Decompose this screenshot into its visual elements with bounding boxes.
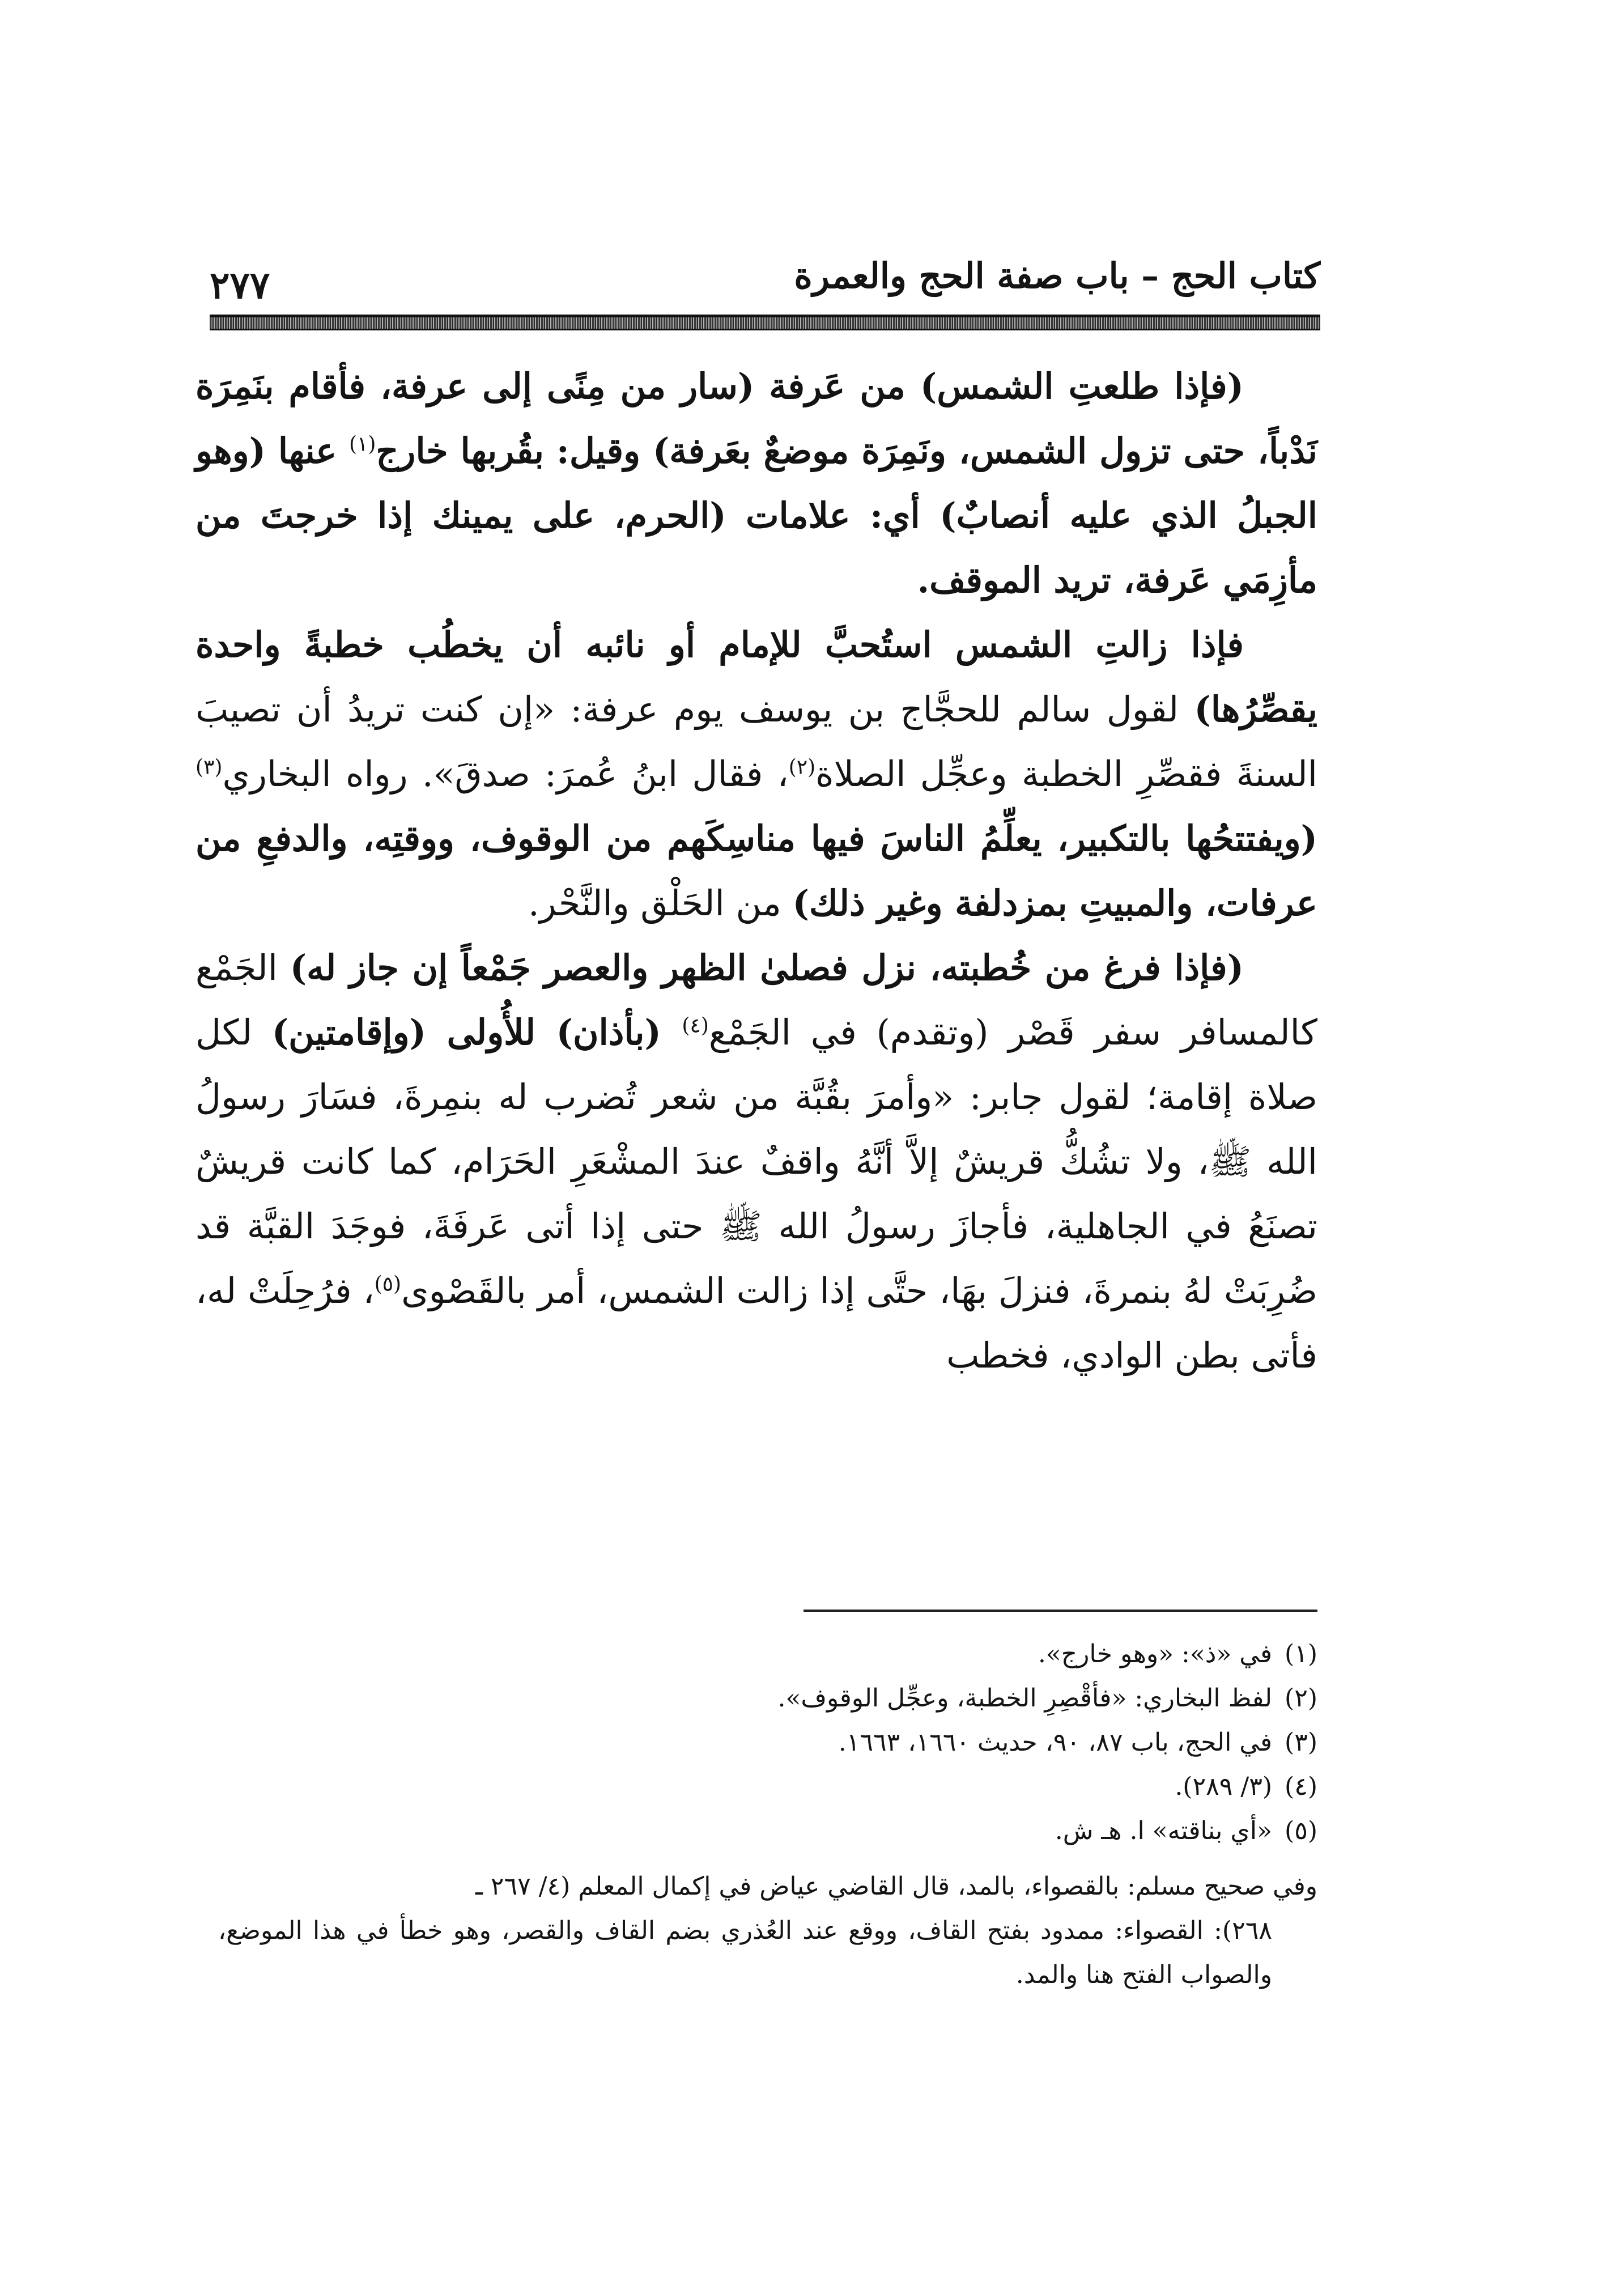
matn-text: فإذا زالتِ الشمس استُحبَّ للإمام أو نائبه أن يخطُب خطبةً واحدة يقصِّرُها) [195,624,1318,730]
matn-text: (ويفتتحُها بالتكبير، يعلِّمُ الناسَ فيها مناسِكَهم من الوقوف، ووقتِه، والدفعِ من عرفات، والمبيتِ بمزدلفة وغير ذلك) [195,818,1317,924]
footnote-ref-4: (٤) [682,1014,709,1038]
sharh-text: ، فرُحِلَتْ له، فأتى بطن الوادي، فخطب [195,1270,1317,1376]
sharh-text: الجَمْع كالمسافر سفر قَصْر (وتقدم) في الجَمْع [195,947,1317,1053]
footnote-text: «أي بناقته» ا. هـ ش. [1055,1816,1272,1845]
footnote-4 [195,1765,1317,1809]
footnote-5 [195,1809,1317,1853]
footnote-number: (٥) [1285,1816,1317,1845]
paragraph-1 [195,354,1317,613]
footnote-note-line-2: ٢٦٨): القصواء: ممدود بفتح القاف، ووقع عند العُذري بضم القاف والقصر، وهو خطأ في هذا الموضع، والصواب الفتح هنا والمد. [218,1916,1272,1989]
footnote-ref-5: (٥) [374,1272,402,1296]
footnote-2 [195,1676,1317,1721]
footnote-number: (٣) [1285,1728,1317,1757]
footnote-1 [195,1632,1317,1676]
footnote-continuation [195,1865,1317,1997]
matn-text: (فإذا طلعتِ الشمس) من عَرفة (سار من مِنًى إلى عرفة، فأقام بنَمِرَة نَدْباً، حتى تزول الشمس، ونَمِرَة موضعٌ بعَرفة) وقيل: بقُربها خارج [195,366,1317,472]
footnote-note-line-1: وفي صحيح مسلم: بالقصواء، بالمد، قال القاضي عياض في إكمال المعلم (٤/ ٢٦٧ ـ [475,1872,1317,1901]
footnote-separator [804,1610,1317,1612]
page-number: ٢٧٧ [210,263,270,307]
running-header [210,249,1320,323]
footnote-ref-1: (١) [348,432,376,456]
matn-text: عنها (وهو الجبلُ الذي عليه أنصابٌ) أي: علامات (الحرم، على يمينك إذا خرجتَ من مأزِمَي عَرفة، تريد الموقف. [195,430,1317,601]
footnote-number: (٤) [1285,1772,1317,1801]
sharh-text: لكل صلاة إقامة؛ لقول جابر: «وأمرَ بقُبَّة من شعر تُضرب له بنمِرةَ، فسَارَ رسولُ الله ﷺ، ولا تشُكُّ قريشٌ إلاَّ أنَّهُ واقفٌ عندَ المشْعَرِ الحَرَام، كما كانت قريشٌ تصنَعُ في الجاهلية، فأجازَ رسولُ الله ﷺ حتى إذا أتى عَرفَةَ، فوجَدَ القبَّة قد ضُرِبَتْ لهُ بنمرةَ، فنزلَ بهَا، حتَّى إذا زالت الشمس، أمر بالقَصْوى [195,1012,1317,1311]
footnote-text: في الحج، باب ٨٧، ٩٠، حديث ١٦٦٠، ١٦٦٣. [838,1728,1272,1757]
paragraph-3 [195,936,1317,1388]
header-rule [210,315,1320,330]
chapter-title: كتاب الحج – باب صفة الحج والعمرة [794,255,1320,296]
sharh-text: لقول سالم للحجَّاج بن يوسف يوم عرفة: «إن كنت تريدُ أن تصيبَ السنةَ فقصِّرِ الخطبة وعجِّل الصلاة [195,689,1317,795]
footnote-ref-2: (٢) [788,755,816,779]
sharh-text: من الحَلْق والنَّحْر. [528,882,793,924]
sharh-text: ، فقال ابنُ عُمرَ: صدقَ». رواه البخاري [222,753,789,795]
footnote-number: (٢) [1285,1684,1317,1713]
matn-text: (بأذان) للأُولى (وإقامتين) [271,1012,682,1053]
matn-text: (فإذا فرغ من خُطبته، نزل فصلىٰ الظهر والعصر جَمْعاً إن جاز له) [290,947,1244,988]
footnote-3 [195,1721,1317,1765]
footnote-text: لفظ البخاري: «فأقْصِرِ الخطبة، وعجِّل الوقوف». [777,1684,1272,1713]
paragraph-2 [195,613,1317,936]
footnote-text: في «ذ»: «وهو خارج». [1038,1640,1272,1668]
footnote-text: (٣/ ٢٨٩). [1175,1772,1272,1801]
footnote-number: (١) [1285,1640,1317,1668]
footnote-ref-3: (٣) [195,755,223,779]
footnotes [195,1632,1317,1997]
main-text [195,354,1317,1388]
